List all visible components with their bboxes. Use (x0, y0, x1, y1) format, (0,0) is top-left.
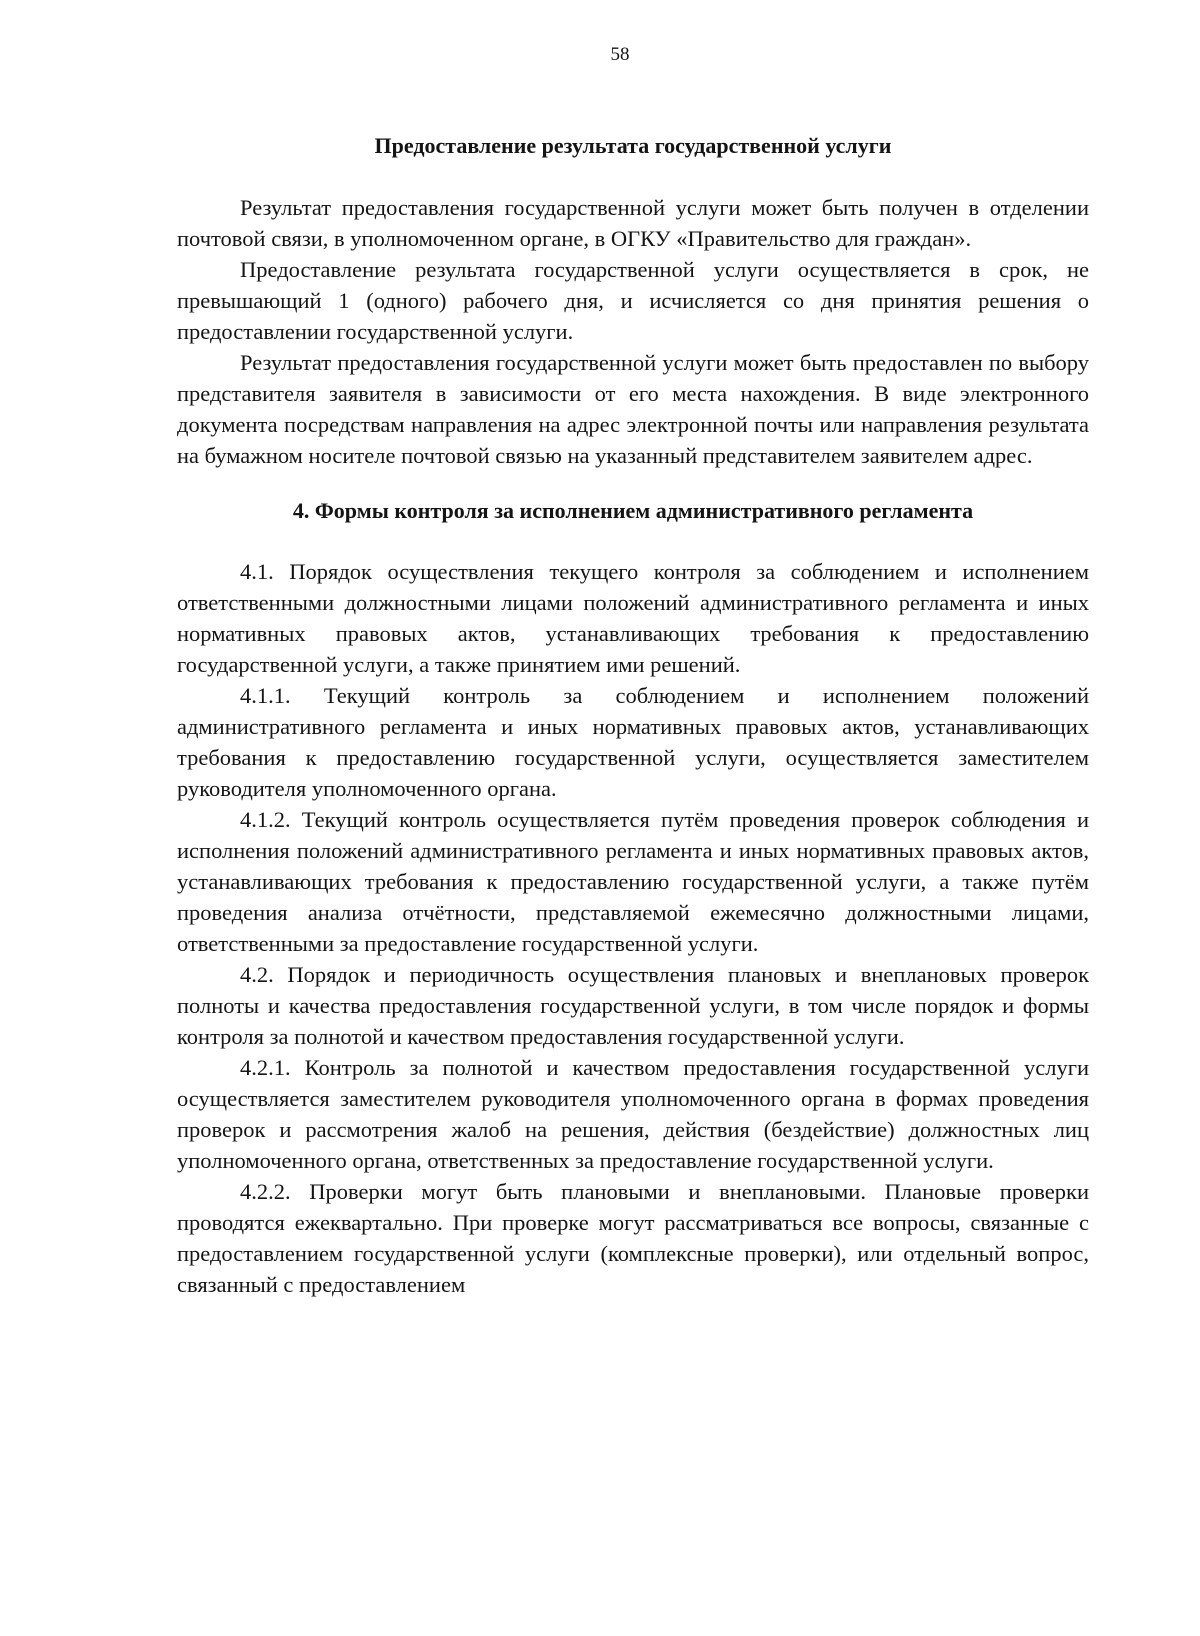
paragraph-result-place: Результат предоставления государственной услуги может быть получен в отделении почтовой связи, в уполномоченном органе, в ОГКУ «Правительство для граждан». (177, 195, 1089, 251)
paragraph-4-1-2: 4.1.2. Текущий контроль осуществляется путём проведения проверок соблюдения и исполнения положений административного регламента и иных нормативных правовых актов, устанавливающих требования к предоставлению государственной услуги, а также путём проведения анализа отчётности, представляемой ежемесячно должностными лицами, ответственными за предоставление государственной услуги. (177, 807, 1089, 956)
paragraph-result-delivery: Результат предоставления государственной услуги может быть предоставлен по выбору представителя заявителя в зависимости от его места нахождения. В виде электронного документа посредствам направления на адрес электронной почты или направления результата на бумажном носителе почтовой связью на указанный представителем заявителем адрес. (177, 350, 1089, 468)
page-content (177, 130, 1089, 1300)
paragraph-4-2-1: 4.2.1. Контроль за полнотой и качеством предоставления государственной услуги осуществляется заместителем руководителя уполномоченного органа в формах проведения проверок и рассмотрения жалоб на решения, действия (бездействие) должностных лиц уполномоченного органа, ответственных за предоставление государственной услуги. (177, 1055, 1089, 1173)
paragraph-4-2-2: 4.2.2. Проверки могут быть плановыми и внеплановыми. Плановые проверки проводятся ежеквартально. При проверке могут рассматриваться все вопросы, связанные с предоставлением государственной услуги (комплексные проверки), или отдельный вопрос, связанный с предоставлением (177, 1179, 1089, 1297)
page-number: 58 (610, 44, 630, 65)
paragraph-4-2: 4.2. Порядок и периодичность осуществления плановых и внеплановых проверок полноты и качества предоставления государственной услуги, в том числе порядок и формы контроля за полнотой и качеством предоставления государственной услуги. (177, 962, 1089, 1049)
section-heading-result: Предоставление результата государственной услуги (374, 133, 892, 158)
paragraph-4-1-1: 4.1.1. Текущий контроль за соблюдением и исполнением положений административного регламента и иных нормативных правовых актов, устанавливающих требования к предоставлению государственной услуги, осуществляется заместителем руководителя уполномоченного органа. (177, 683, 1089, 801)
paragraph-result-term: Предоставление результата государственной услуги осуществляется в срок, не превышающий 1 (одного) рабочего дня, и исчисляется со дня принятия решения о предоставлении государственной услуги. (177, 257, 1089, 344)
section-heading-control: 4. Формы контроля за исполнением административного регламента (292, 498, 974, 523)
paragraph-4-1: 4.1. Порядок осуществления текущего контроля за соблюдением и исполнением ответственными должностными лицами положений административного регламента и иных нормативных правовых актов, устанавливающих требования к предоставлению государственной услуги, а также принятием ими решений. (177, 559, 1089, 677)
